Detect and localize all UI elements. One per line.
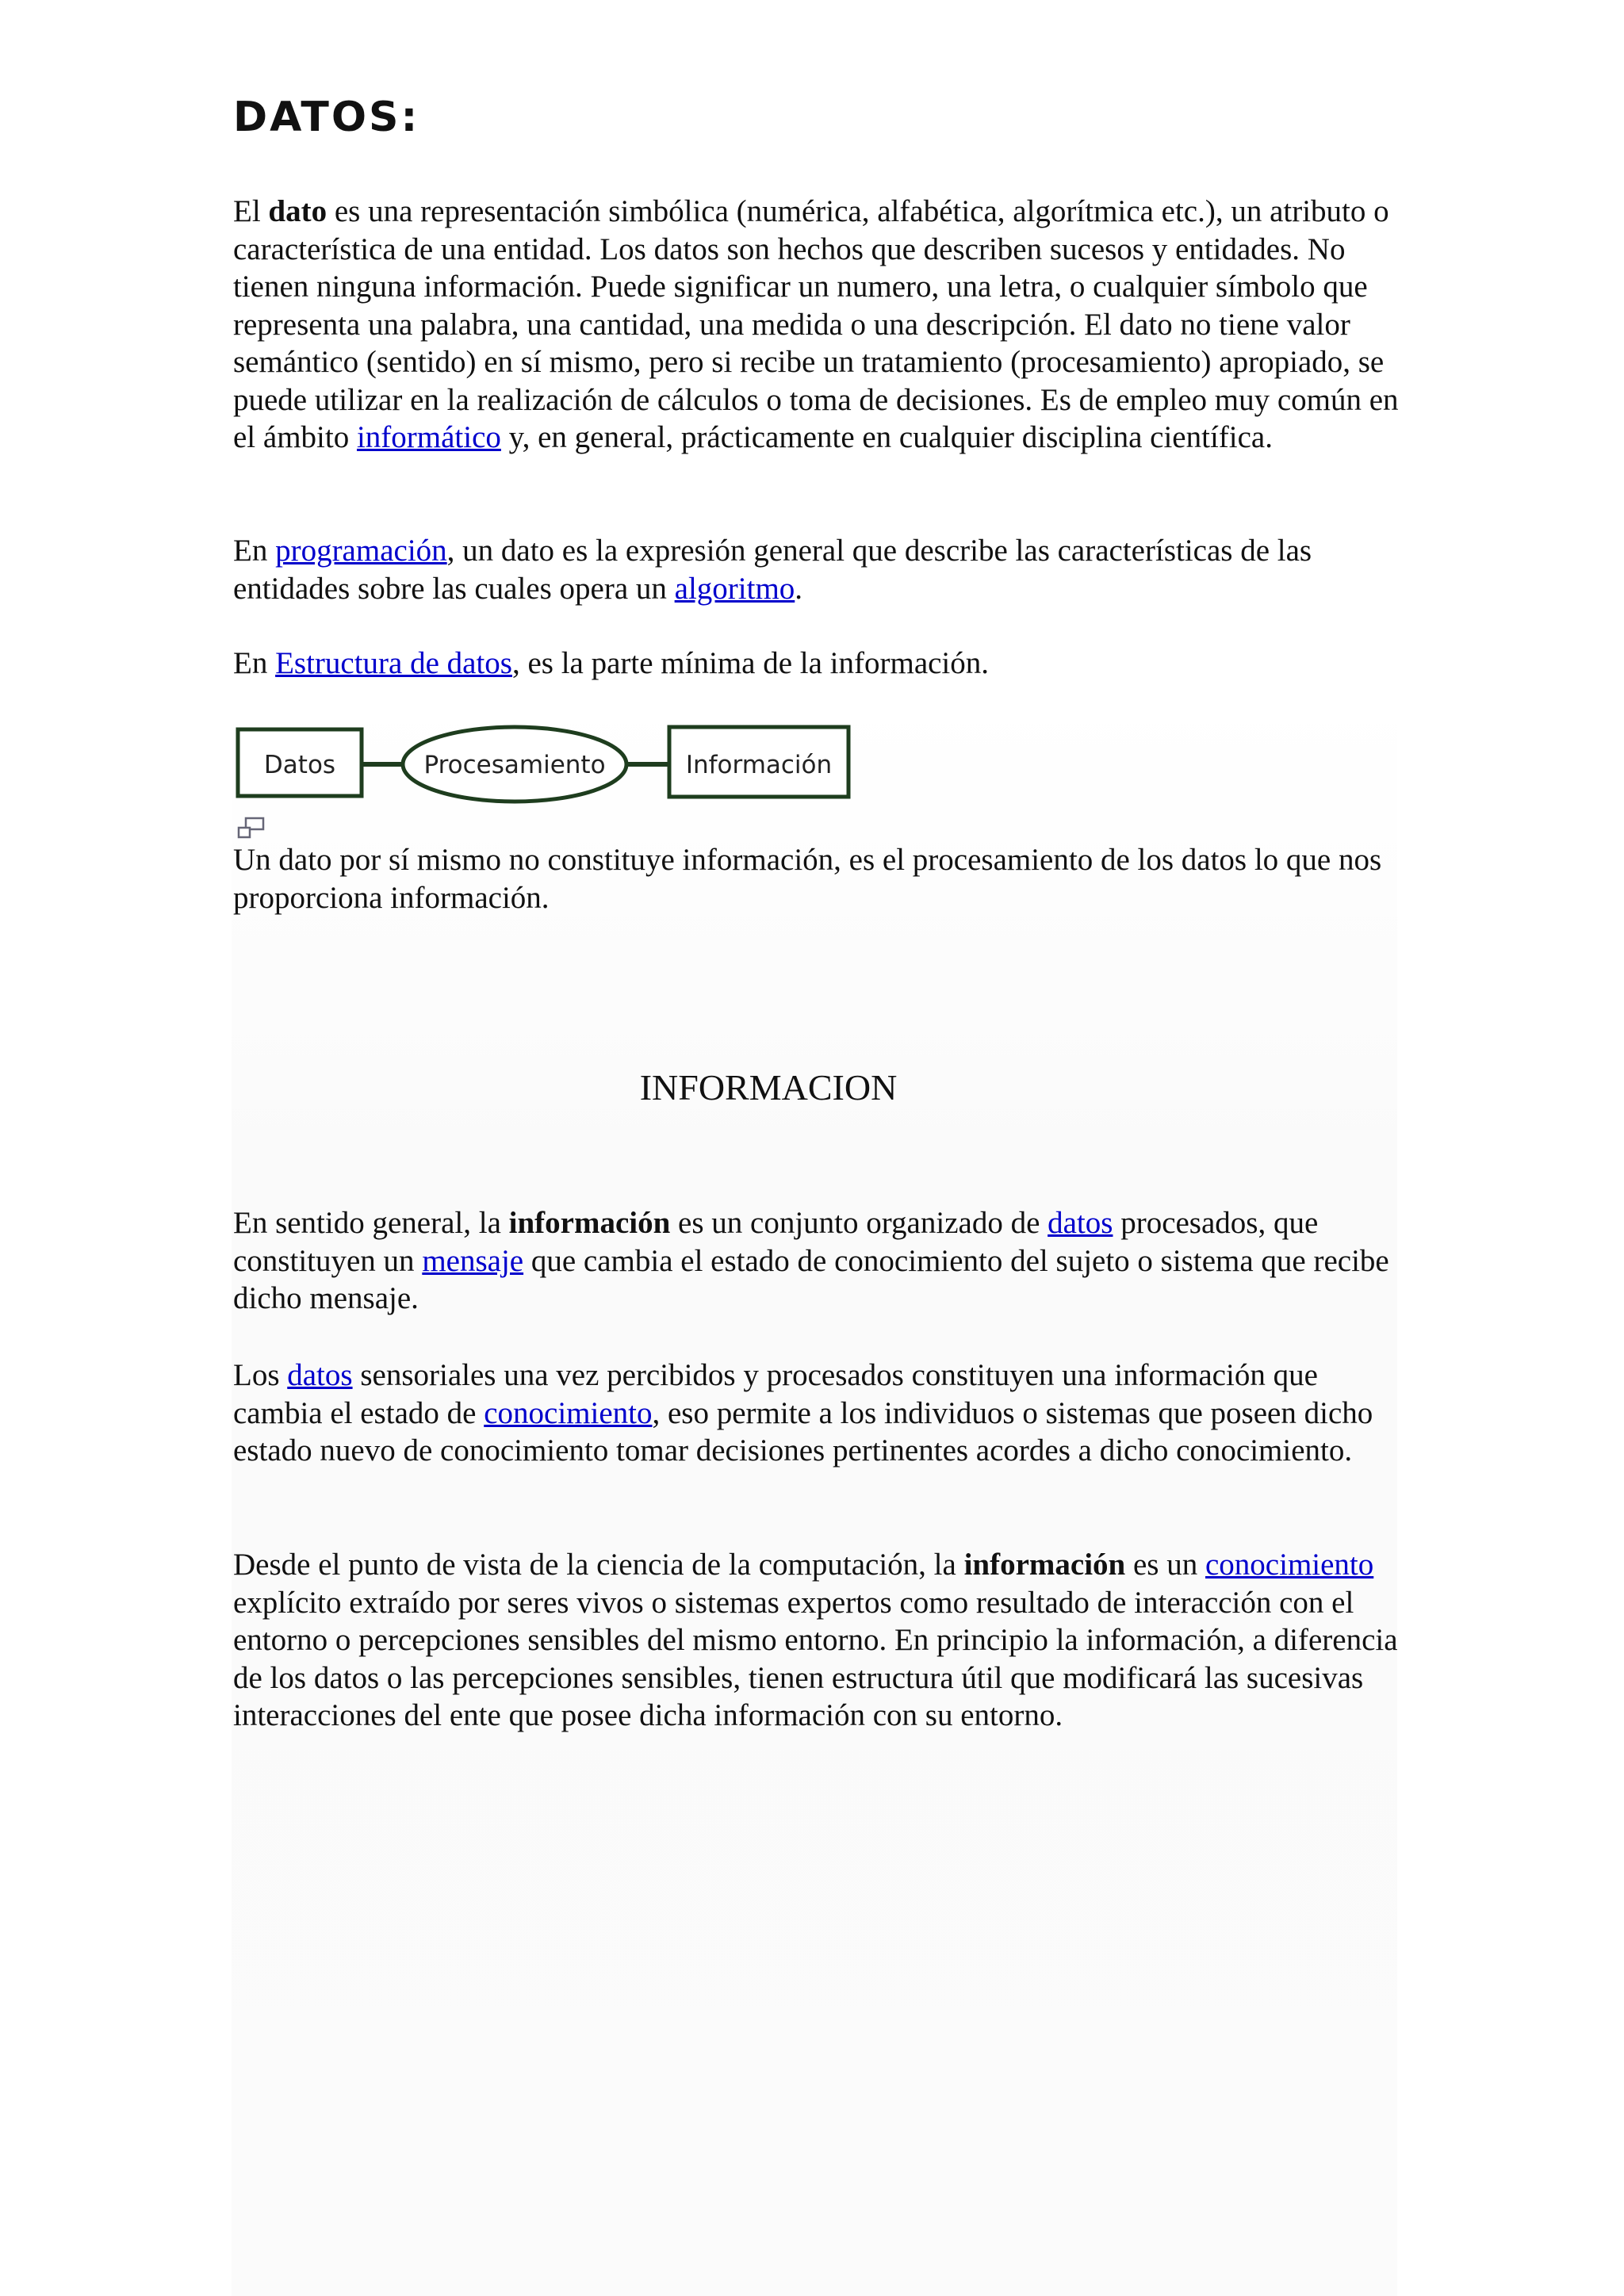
text: En sentido general, la xyxy=(233,1206,509,1240)
diagram-label-informacion: Información xyxy=(685,751,833,779)
bold-term: información xyxy=(508,1206,671,1240)
text: El xyxy=(233,194,269,228)
paragraph-datos-sensoriales xyxy=(233,1357,1399,1470)
text: explícito extraído por seres vivos o sistemas expertos como resultado de interacción con el entorno o percepciones sensibles del mismo entorno. En principio la información, a diferencia de los datos o las percepciones sensibles, tienen estructura útil que modificará las sucesivas interacciones del ente que posee dicha información con su entorno. xyxy=(233,1585,1398,1732)
link-datos[interactable]: datos xyxy=(1048,1206,1113,1240)
link-datos[interactable]: datos xyxy=(287,1358,353,1392)
text: es un xyxy=(1125,1548,1205,1582)
text: sensoriales una vez percibidos y procesados constituyen una información que cambia el estado de xyxy=(233,1358,1318,1430)
text: es una representación simbólica (numérica, alfabética, algorítmica etc.), un atributo o característica de una entidad. Los datos son hechos que describen sucesos y entidades. No tienen ninguna información. Puede significar un numero, una letra, o cualquier símbolo que representa una palabra, una cantidad, una medida o una descripción. El dato no tiene valor semántico (sentido) en sí mismo, pero si recibe un tratamiento (procesamiento) apropiado, se puede utilizar en la realización de cálculos o toma de decisiones. Es de empleo muy común en el ámbito xyxy=(233,194,1399,454)
bold-term: información xyxy=(963,1548,1126,1582)
text: En xyxy=(233,534,276,568)
paragraph-informacion-definition xyxy=(233,1204,1399,1318)
data-processing-diagram xyxy=(233,714,860,817)
text: En xyxy=(233,646,276,680)
text: que cambia el estado de conocimiento del sujeto o sistema que recibe dicho mensaje. xyxy=(233,1243,1389,1315)
text: , eso permite a los individuos o sistemas que poseen dicho estado nuevo de conocimiento tomar decisiones pertinentes acordes a dicho conocimiento. xyxy=(233,1395,1373,1468)
diagram-label-datos: Datos xyxy=(263,751,336,779)
text: Los xyxy=(233,1358,288,1392)
enlarge-icon[interactable] xyxy=(236,817,266,840)
link-algoritmo[interactable]: algoritmo xyxy=(674,571,795,606)
paragraph-computacion xyxy=(233,1546,1399,1735)
paragraph-dato-definition xyxy=(233,193,1399,457)
paragraph-estructura xyxy=(233,645,1399,683)
paragraph-dato-procesamiento: Un dato por sí mismo no constituye información, es el procesamiento de los datos lo que nos proporciona información. xyxy=(233,843,1382,915)
diagram-label-procesamiento: Procesamiento xyxy=(423,751,606,779)
paragraph-programacion xyxy=(233,532,1399,607)
section-title-datos: DATOS: xyxy=(233,94,420,141)
link-programacion[interactable]: programación xyxy=(275,534,447,568)
link-conocimiento[interactable]: conocimiento xyxy=(484,1395,653,1430)
text: es un conjunto organizado de xyxy=(670,1206,1048,1240)
page-shade xyxy=(232,698,1397,2296)
link-conocimiento[interactable]: conocimiento xyxy=(1205,1548,1374,1582)
link-informatico[interactable]: informático xyxy=(356,420,501,454)
text: , un dato es la expresión general que describe las características de las entidades sobre las cuales opera un xyxy=(233,534,1312,606)
link-mensaje[interactable]: mensaje xyxy=(422,1243,524,1278)
section-title-informacion: INFORMACION xyxy=(639,1067,898,1108)
text: procesados, que constituyen un xyxy=(233,1206,1319,1278)
text: y, en general, prácticamente en cualquier disciplina científica. xyxy=(500,420,1273,454)
text: . xyxy=(795,571,803,606)
bold-term: dato xyxy=(268,194,327,228)
link-estructura-de-datos[interactable]: Estructura de datos xyxy=(275,646,512,680)
text: Desde el punto de vista de la ciencia de la computación, la xyxy=(233,1548,964,1582)
text: , es la parte mínima de la información. xyxy=(511,646,990,680)
